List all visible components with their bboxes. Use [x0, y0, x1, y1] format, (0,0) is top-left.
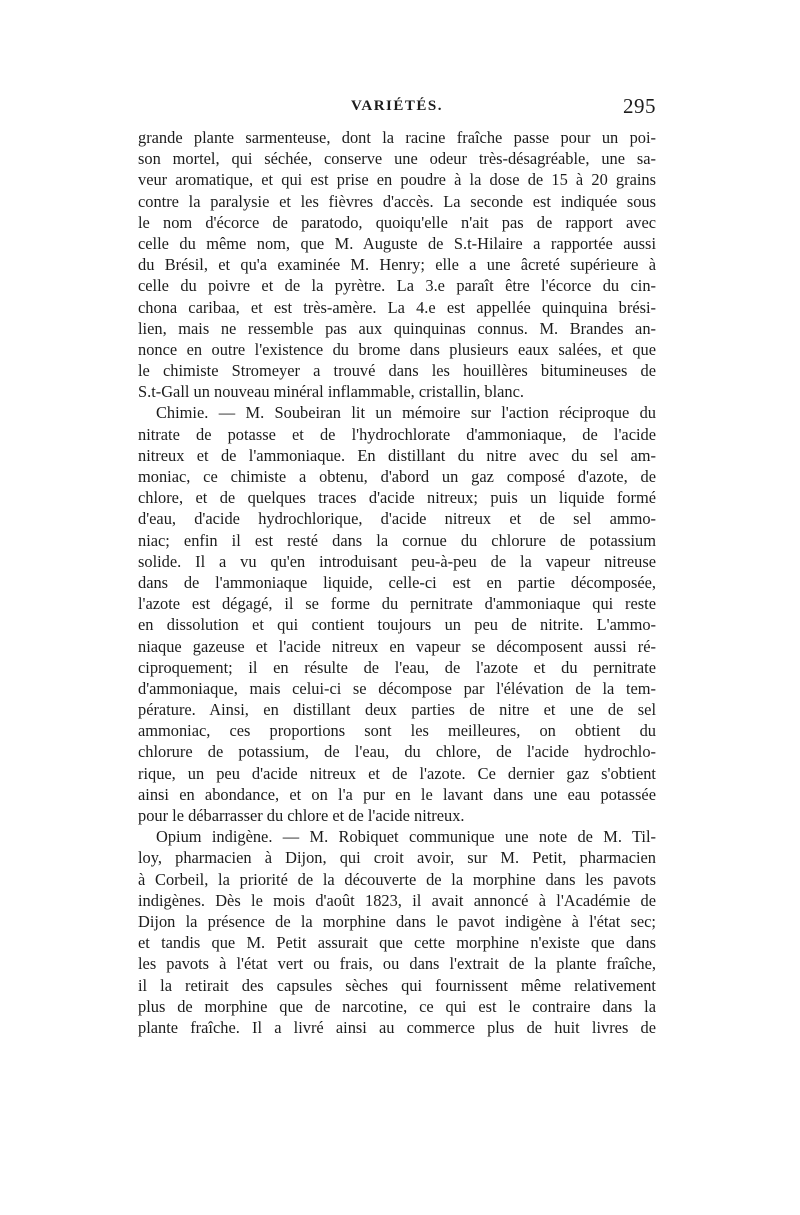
- text-line: grande plante sarmenteuse, dont la racine fraîche passe pour un poi-: [138, 128, 656, 147]
- text-line: l'azote est dégagé, il se forme du pernitrate d'ammoniaque qui reste: [138, 594, 656, 614]
- text-line: chlorure de potassium, de l'eau, du chlore, de l'acide hydrochlo-: [138, 742, 656, 762]
- text-line: ainsi en abondance, et on l'a pur en le lavant dans une eau potassée: [138, 784, 656, 804]
- text-line: nitrate de potasse et de l'hydrochlorate d'ammoniaque, de l'acide: [138, 424, 656, 444]
- text-line: d'ammoniaque, mais celui-ci se décompose par l'élévation de la tem-: [138, 678, 656, 698]
- text-line: solide. Il a vu qu'en introduisant peu-à-peu de la vapeur nitreuse: [138, 551, 656, 571]
- text-line: niac; enfin il est resté dans la cornue du chlorure de potassium: [138, 530, 656, 550]
- text-line: d'eau, d'acide hydrochlorique, d'acide nitreux et de sel ammo-: [138, 509, 656, 529]
- running-title: VARIÉTÉS.: [350, 98, 443, 114]
- text-line: moniac, ce chimiste a obtenu, d'abord un gaz composé d'azote, de: [138, 467, 656, 486]
- text-line: veur aromatique, et qui est prise en poudre à la dose de 15 à 20 grains: [138, 170, 656, 190]
- text-line: contre la paralysie et les fièvres d'accès. La seconde est indiquée sous: [138, 191, 656, 211]
- section-heading-line-chimie: Chimie. — M. Soubeiran lit un mémoire sur l'action réciproque du: [156, 403, 656, 423]
- text-line: son mortel, qui séchée, conserve une odeur très-désagréable, une sa-: [138, 149, 656, 169]
- text-line: chlore, et de quelques traces d'acide nitreux; puis un liquide formé: [138, 488, 656, 508]
- text-line: niaque gazeuse et l'acide nitreux en vapeur se décomposent aussi ré-: [138, 636, 656, 656]
- text-line: indigènes. Dès le mois d'août 1823, il avait annoncé à l'Académie de: [138, 890, 656, 910]
- text-line: loy, pharmacien à Dijon, qui croit avoir, sur M. Petit, pharmacien: [138, 848, 656, 868]
- text-line: nonce en outre l'existence du brome dans plusieurs eaux salées, et que: [138, 339, 656, 359]
- text-line: rique, un peu d'acide nitreux et de l'azote. Ce dernier gaz s'obtient: [138, 763, 656, 783]
- text-line: pour le débarrasser du chlore et de l'acide nitreux.: [138, 806, 465, 825]
- text-line: pérature. Ainsi, en distillant deux parties de nitre et une de sel: [138, 700, 656, 720]
- text-line: celle du poivre et de la pyrètre. La 3.e paraît être l'écorce du cin-: [138, 276, 656, 296]
- text-line: chona caribaa, et est très-amère. La 4.e est appellée quinquina brési-: [138, 297, 656, 317]
- text-line: le nom d'écorce de paratodo, quoiqu'elle n'ait pas de rapport avec: [138, 212, 656, 232]
- page-number: 295: [623, 94, 656, 118]
- text-line: et tandis que M. Petit assurait que cette morphine n'existe que dans: [138, 933, 656, 953]
- text-line: les pavots à l'état vert ou frais, ou dans l'extrait de la plante fraîche,: [138, 954, 656, 974]
- text-line: celle du même nom, que M. Auguste de S.t-Hilaire a rapportée aussi: [138, 233, 656, 253]
- section-heading-line-opium: Opium indigène. — M. Robiquet communique une note de M. Til-: [156, 827, 656, 847]
- text-line: il la retirait des capsules sèches qui fournissent même relativement: [138, 975, 656, 995]
- running-header: [138, 94, 656, 124]
- text-line: Dijon la présence de la morphine dans le pavot indigène à l'état sec;: [138, 911, 656, 931]
- text-line: nitreux et de l'ammoniaque. En distillant du nitre avec du sel am-: [138, 445, 656, 465]
- text-line: lien, mais ne ressemble pas aux quinquinas connus. M. Brandes an-: [138, 318, 656, 338]
- text-line: plante fraîche. Il a livré ainsi au commerce plus de huit livres de: [138, 1017, 656, 1037]
- text-line: le chimiste Stromeyer a trouvé dans les houillères bitumineuses de: [138, 361, 656, 381]
- text-line: en dissolution et qui contient toujours un peu de nitrite. L'ammo-: [138, 615, 656, 635]
- text-line: dans de l'ammoniaque liquide, celle-ci est en partie décomposée,: [138, 572, 656, 592]
- text-line: S.t-Gall un nouveau minéral inflammable, cristallin, blanc.: [138, 382, 524, 402]
- text-line: plus de morphine que de narcotine, ce qui est le contraire dans la: [138, 996, 656, 1016]
- text-line: du Brésil, et qu'a examinée M. Henry; elle a une âcreté supérieure à: [138, 255, 656, 275]
- text-line: ciproquement; il en résulte de l'eau, de l'azote et du pernitrate: [138, 657, 656, 677]
- text-line: à Corbeil, la priorité de la découverte de la morphine dans les pavots: [138, 869, 656, 889]
- body-text: [138, 127, 656, 1038]
- text-line: ammoniac, ces proportions sont les meilleures, on obtient du: [138, 721, 656, 741]
